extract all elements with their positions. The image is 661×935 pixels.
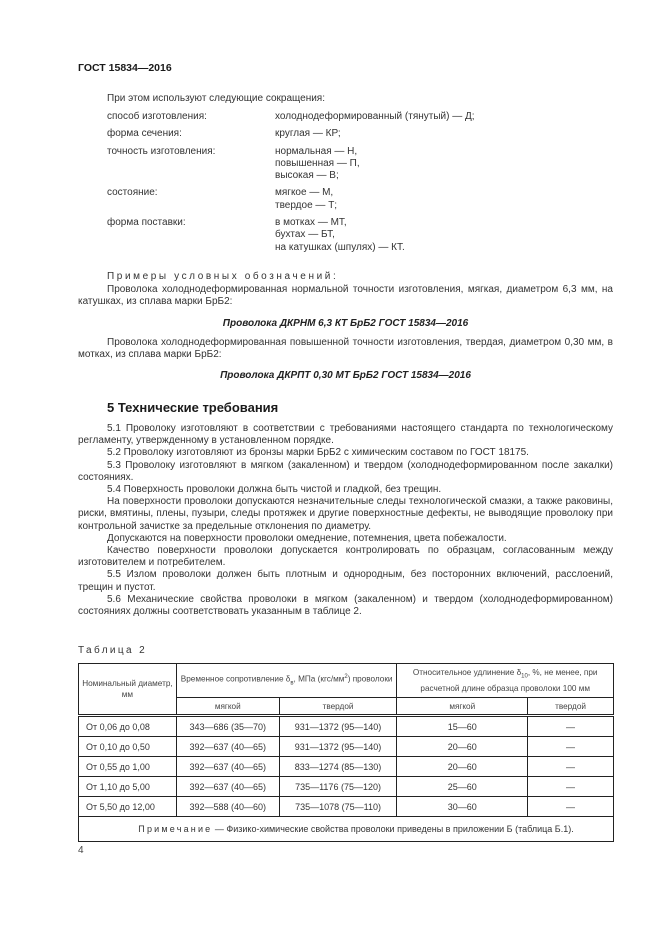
- header-elongation-tail: , %, не менее, при расчетной длине образца проволоки 100 мм: [420, 668, 598, 693]
- abbreviation-label: точность изготовления:: [107, 145, 216, 157]
- abbreviation-value: на катушках (шпулях) — КТ.: [275, 241, 405, 253]
- cell-strength-soft: 392—637 (40—65): [176, 757, 279, 777]
- abbreviations-intro: При этом используют следующие сокращения:: [107, 93, 325, 104]
- cell-strength-hard: 833—1274 (85—130): [279, 757, 397, 777]
- cell-diameter: От 0,55 до 1,00: [79, 757, 177, 777]
- abbreviation-values: [275, 146, 360, 183]
- abbreviation-row: [107, 146, 617, 183]
- abbreviation-row: [107, 111, 617, 123]
- paragraph-surface-coloring: Допускаются на поверхности проволоки омеднение, потемнения, цвета побежалости.: [107, 532, 507, 544]
- cell-elongation-soft: 20—60: [397, 757, 528, 777]
- cell-strength-hard: 931—1372 (95—140): [279, 716, 397, 737]
- note-label: Примечание: [138, 824, 213, 834]
- header-strength-hard: твердой: [279, 698, 397, 716]
- table-row: [79, 757, 614, 777]
- abbreviation-values: [275, 187, 337, 212]
- abbreviations-list: [107, 111, 617, 259]
- header-strength-soft: мягкой: [176, 698, 279, 716]
- abbreviation-label: форма сечения:: [107, 128, 182, 140]
- cell-elongation-soft: 30—60: [397, 797, 528, 817]
- abbreviation-label: состояние:: [107, 187, 158, 199]
- abbreviation-value: бухтах — БТ,: [275, 229, 335, 241]
- header-strength-sup: 2: [344, 673, 348, 680]
- abbreviation-label: способ изготовления:: [107, 111, 207, 122]
- cell-elongation-hard: —: [528, 797, 614, 817]
- cell-strength-soft: 392—588 (40—60): [176, 797, 279, 817]
- header-elongation: [397, 664, 614, 698]
- table-row: [79, 797, 614, 817]
- header-elongation-text: Относительное удлинение δ: [412, 668, 522, 678]
- paragraph-5-3: 5.3 Проволоку изготовляют в мягком (закаленном) и твердом (холоднодеформированном после закалки) состояниях.: [78, 459, 613, 483]
- abbreviation-value: круглая — КР;: [275, 128, 341, 140]
- cell-strength-soft: 392—637 (40—65): [176, 737, 279, 757]
- table-row: [79, 737, 614, 757]
- cell-strength-soft: 343—686 (35—70): [176, 716, 279, 737]
- header-diameter: Номинальный диаметр, мм: [79, 664, 177, 716]
- cell-strength-hard: 931—1372 (95—140): [279, 737, 397, 757]
- abbreviation-value: холоднодеформированный (тянутый) — Д;: [275, 111, 475, 122]
- cell-diameter: От 1,10 до 5,00: [79, 777, 177, 797]
- header-strength-sub: в: [290, 680, 294, 687]
- header-strength-unit: , МПа (кгс/мм: [293, 674, 345, 684]
- abbreviation-values: [275, 128, 341, 140]
- header-strength-text: Временное сопротивление δ: [180, 674, 291, 684]
- cell-elongation-soft: 25—60: [397, 777, 528, 797]
- document-header: ГОСТ 15834—2016: [78, 62, 172, 74]
- table-note: [79, 817, 614, 842]
- table-row: [79, 716, 614, 737]
- cell-strength-hard: 735—1078 (75—110): [279, 797, 397, 817]
- cell-strength-hard: 735—1176 (75—120): [279, 777, 397, 797]
- abbreviation-value: в мотках — МТ,: [275, 217, 347, 229]
- abbreviation-value: мягкое — М,: [275, 187, 334, 199]
- cell-strength-soft: 392—637 (40—65): [176, 777, 279, 797]
- header-elongation-sub: 10: [521, 673, 528, 680]
- paragraph-5-1: 5.1 Проволоку изготовляют в соответствии с требованиями настоящего стандарта по технологическому регламенту, утвержденному в установленном порядке.: [78, 423, 613, 447]
- table-row: [79, 777, 614, 797]
- abbreviation-row: [107, 187, 617, 212]
- cell-elongation-hard: —: [528, 777, 614, 797]
- paragraph-surface-quality: Качество поверхности проволоки допускается контролировать по образцам, согласованным между изготовителем и потребителем.: [78, 545, 613, 569]
- example-description: Проволока холоднодеформированная нормальной точности изготовления, мягкая, диаметром 6,3 мм, на катушках, из сплава марки БрБ2:: [78, 284, 613, 308]
- cell-diameter: От 0,06 до 0,08: [79, 716, 177, 737]
- cell-elongation-hard: —: [528, 757, 614, 777]
- abbreviation-value: нормальная — Н,: [275, 145, 358, 157]
- abbreviation-values: [275, 111, 475, 123]
- abbreviation-values: [275, 217, 405, 254]
- section-title: 5 Технические требования: [107, 400, 279, 415]
- mechanical-properties-table: [78, 663, 614, 842]
- paragraph-surface-defects: На поверхности проволоки допускаются незначительные следы технологической смазки, а также раковины, риски, вмятины, плены, пузыри, следы протяжек и другие поверхностные дефекты, не выводящие проволоку при контрольной зачистке за предельные отклонения по диаметру.: [78, 496, 613, 532]
- cell-elongation-hard: —: [528, 716, 614, 737]
- paragraph-5-5: 5.5 Излом проволоки должен быть плотным и однородным, без посторонних включений, расслоений, трещин и пустот.: [78, 569, 613, 593]
- example-designation: Проволока ДКРНМ 6,3 КТ БрБ2 ГОСТ 15834—2016: [222, 318, 469, 329]
- section-body: [78, 423, 613, 618]
- header-strength-tail: ) проволоки: [347, 674, 393, 684]
- cell-elongation-soft: 20—60: [397, 737, 528, 757]
- abbreviation-row: [107, 128, 617, 140]
- header-elongation-hard: твердой: [528, 698, 614, 716]
- example-description: Проволока холоднодеформированная повышенной точности изготовления, твердая, диаметром 0,30 мм, в мотках, из сплава марки БрБ2:: [78, 337, 613, 361]
- abbreviation-row: [107, 217, 617, 254]
- examples-title: Примеры условных обозначений:: [107, 271, 339, 282]
- abbreviation-label: форма поставки:: [107, 217, 186, 229]
- example-designation: Проволока ДКРПТ 0,30 МТ БрБ2 ГОСТ 15834—2016: [220, 370, 471, 381]
- cell-diameter: От 5,50 до 12,00: [79, 797, 177, 817]
- header-strength: [176, 664, 397, 698]
- paragraph-5-4: 5.4 Поверхность проволоки должна быть чистой и гладкой, без трещин.: [107, 484, 442, 496]
- cell-diameter: От 0,10 до 0,50: [79, 737, 177, 757]
- abbreviation-value: высокая — В;: [275, 170, 339, 182]
- abbreviation-value: твердое — Т;: [275, 199, 338, 211]
- page-number: 4: [78, 845, 84, 856]
- paragraph-5-2: 5.2 Проволоку изготовляют из бронзы марки БрБ2 с химическим составом по ГОСТ 18175.: [107, 447, 529, 459]
- abbreviation-value: повышенная — П,: [275, 157, 360, 169]
- cell-elongation-hard: —: [528, 737, 614, 757]
- table-note-row: [79, 817, 614, 842]
- header-elongation-soft: мягкой: [397, 698, 528, 716]
- note-text: — Физико-химические свойства проволоки приведены в приложении Б (таблица Б.1).: [212, 824, 574, 834]
- cell-elongation-soft: 15—60: [397, 716, 528, 737]
- paragraph-5-6: 5.6 Механические свойства проволоки в мягком (закаленном) и твердом (холоднодеформированном) состояниях должны соответствовать указанным в таблице 2.: [78, 593, 613, 618]
- table-caption: Таблица 2: [78, 645, 148, 656]
